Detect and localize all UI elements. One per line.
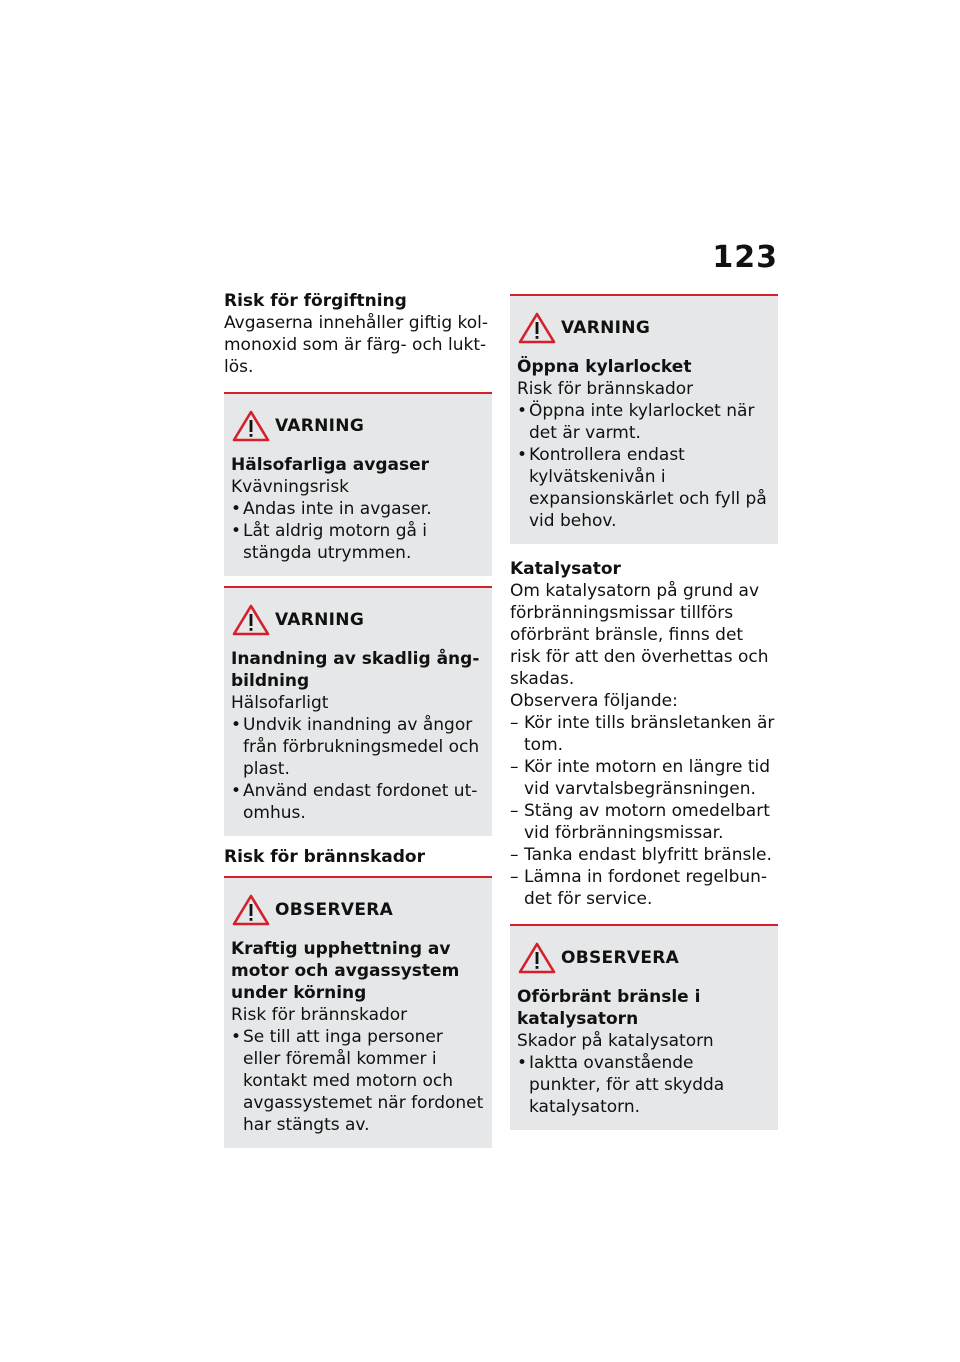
warning-triangle-icon — [517, 941, 557, 975]
box-header — [231, 890, 484, 930]
box-subtitle: Skador på katalysatorn — [517, 1031, 714, 1051]
right-column — [510, 294, 778, 1140]
bullet-list — [231, 714, 484, 824]
intro-text: Avgaserna innehåller giftig kolmonoxid som är färg- och luktlös. — [224, 313, 489, 377]
box-subtitle: Kvävningsrisk — [231, 477, 350, 497]
box-label: OBSERVERA — [561, 948, 680, 968]
list-item: • Använd endast fordonet utomhus. — [231, 780, 484, 824]
box-header — [231, 406, 484, 446]
intro-heading: Risk för förgiftning — [224, 291, 407, 311]
box-label: OBSERVERA — [275, 900, 394, 920]
bullet-list — [517, 1052, 770, 1118]
box-label: VARNING — [561, 318, 651, 338]
list-item: • Öppna inte kylarlocket när det är varmt. — [517, 400, 770, 444]
catalyst-observe: Observera följande: — [510, 691, 678, 711]
warning-triangle-icon — [231, 893, 271, 927]
notice-box-heat — [224, 876, 492, 1148]
bullet-list — [517, 400, 770, 532]
list-item: • Kontrollera endast kylvätskenivån i expansionskärlet och fyll på vid behov. — [517, 444, 770, 532]
bullet-list — [231, 1026, 484, 1136]
left-column — [224, 290, 492, 1158]
box-title: Oförbränt bränsle i katalysatorn — [517, 987, 701, 1029]
box-header — [517, 938, 770, 978]
box-label: VARNING — [275, 610, 365, 630]
warning-box-radiator — [510, 294, 778, 544]
box-header — [231, 600, 484, 640]
list-item: • Andas inte in avgaser. — [231, 498, 484, 520]
box-title: Inandning av skadlig ångbildning — [231, 649, 480, 691]
warning-triangle-icon — [231, 603, 271, 637]
list-item: • Se till att inga personer eller föremål kommer i kontakt med motorn och avgassystemet när fordonet har stängts av. — [231, 1026, 484, 1136]
bullet-list — [231, 498, 484, 564]
box-subtitle: Hälsofarligt — [231, 693, 329, 713]
page-number: 123 — [712, 240, 778, 275]
section-heading: Risk för brännskador — [224, 847, 425, 867]
warning-triangle-icon — [231, 409, 271, 443]
list-item: – Stäng av motorn omedelbart vid förbränningsmissar. — [510, 800, 778, 844]
list-item: – Kör inte tills bränsletanken är tom. — [510, 712, 778, 756]
box-header — [517, 308, 770, 348]
list-item: – Kör inte motorn en längre tid vid varvtalsbegränsningen. — [510, 756, 778, 800]
dash-list — [510, 712, 778, 910]
notice-box-catalyst — [510, 924, 778, 1130]
list-item: • Iaktta ovanstående punkter, för att skydda katalysatorn. — [517, 1052, 770, 1118]
warning-box-exhaust — [224, 392, 492, 576]
intro-section — [224, 290, 492, 378]
list-item: • Undvik inandning av ångor från förbrukningsmedel och plast. — [231, 714, 484, 780]
box-subtitle: Risk för brännskador — [517, 379, 694, 399]
list-item: • Låt aldrig motorn gå i stängda utrymmen. — [231, 520, 484, 564]
box-subtitle: Risk för brännskador — [231, 1005, 408, 1025]
box-label: VARNING — [275, 416, 365, 436]
catalyst-heading: Katalysator — [510, 559, 621, 579]
catalyst-text: Om katalysatorn på grund av förbränningsmissar tillförs oförbränt bränsle, finns det risk för att den överhettas och skadas. — [510, 581, 769, 689]
box-title: Kraftig upphettning av motor och avgassystem under körning — [231, 939, 460, 1003]
catalyst-section — [510, 558, 778, 910]
box-title: Hälsofarliga avgaser — [231, 455, 430, 475]
warning-triangle-icon — [517, 311, 557, 345]
box-title: Öppna kylarlocket — [517, 357, 692, 377]
list-item: – Lämna in fordonet regelbundet för service. — [510, 866, 778, 910]
warning-box-vapor — [224, 586, 492, 836]
list-item: – Tanka endast blyfritt bränsle. — [510, 844, 778, 866]
